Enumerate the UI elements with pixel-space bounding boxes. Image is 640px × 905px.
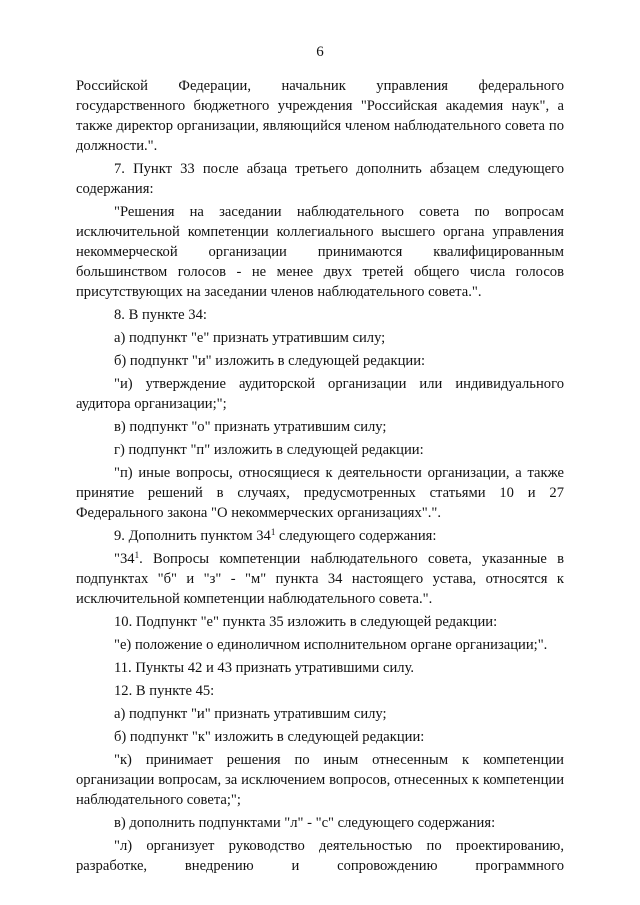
paragraph-item-11: 11. Пункты 42 и 43 признать утратившими силу. xyxy=(114,660,415,676)
paragraph-item-8g: г) подпункт "п" изложить в следующей редакции: xyxy=(114,442,424,458)
paragraph-item-8v: в) подпункт "о" признать утратившим силу; xyxy=(114,419,387,435)
paragraph-item-9 xyxy=(76,526,564,546)
paragraph-quote-l: "л) организует руководство деятельностью по проектированию, разработке, внедрению и сопровождению программного xyxy=(76,838,564,874)
superscript: 1 xyxy=(134,550,140,560)
paragraph-item-8b: б) подпункт "и" изложить в следующей редакции: xyxy=(114,353,426,369)
paragraph-quote-34-1-pre: "34 xyxy=(114,551,135,567)
page-number: 6 xyxy=(316,44,324,60)
paragraph-quote-34-1 xyxy=(76,549,564,609)
paragraph-item-9-pre: 9. Дополнить пунктом 34 xyxy=(114,528,271,544)
paragraph-item-8: 8. В пункте 34: xyxy=(114,307,207,323)
paragraph-quote-e: "е) положение о единоличном исполнительном органе организации;". xyxy=(114,637,548,653)
paragraph-item-12a: а) подпункт "и" признать утратившим силу; xyxy=(114,706,387,722)
paragraph-item-12v: в) дополнить подпунктами "л" - "с" следующего содержания: xyxy=(114,815,496,831)
paragraph-quote-34-1-post: . Вопросы компетенции наблюдательного совета, указанные в подпунктах "б" и "з" - "м" пункта 34 настоящего устава, относятся к исключительной компетенции наблюдательного совета.". xyxy=(76,551,564,607)
paragraph-quote-k: "к) принимает решения по иным отнесенным к компетенции организации вопросам, за исключением вопросов, отнесенных к компетенции наблюдательного совета;"; xyxy=(76,752,564,808)
paragraph-quote-decision: "Решения на заседании наблюдательного совета по вопросам исключительной компетенции коллегиального высшего органа управления некоммерческой организации принимаются квалифицированным большинством голосов - не менее двух третей общего числа голосов присутствующих на заседании членов наблюдательного совета.". xyxy=(76,204,564,300)
paragraph-continuation: Российской Федерации, начальник управления федерального государственного бюджетного учреждения "Российская академия наук", а также директор организации, являющийся членом наблюдательного совета по должности.". xyxy=(76,78,564,154)
paragraph-item-8a: а) подпункт "е" признать утратившим силу; xyxy=(114,330,386,346)
paragraph-quote-i: "и) утверждение аудиторской организации или индивидуального аудитора организации;"; xyxy=(76,376,564,412)
superscript: 1 xyxy=(270,527,276,537)
paragraph-quote-p: "п) иные вопросы, относящиеся к деятельности организации, а также принятие решений в случаях, предусмотренных статьями 10 и 27 Федерального закона "О некоммерческих организациях".". xyxy=(76,465,564,521)
paragraph-item-10: 10. Подпункт "е" пункта 35 изложить в следующей редакции: xyxy=(114,614,498,630)
paragraph-item-12b: б) подпункт "к" изложить в следующей редакции: xyxy=(114,729,425,745)
paragraph-item-7: 7. Пункт 33 после абзаца третьего дополнить абзацем следующего содержания: xyxy=(76,161,564,197)
paragraph-item-12: 12. В пункте 45: xyxy=(114,683,215,699)
paragraph-item-9-post: следующего содержания: xyxy=(275,528,437,544)
document-body xyxy=(76,76,564,876)
